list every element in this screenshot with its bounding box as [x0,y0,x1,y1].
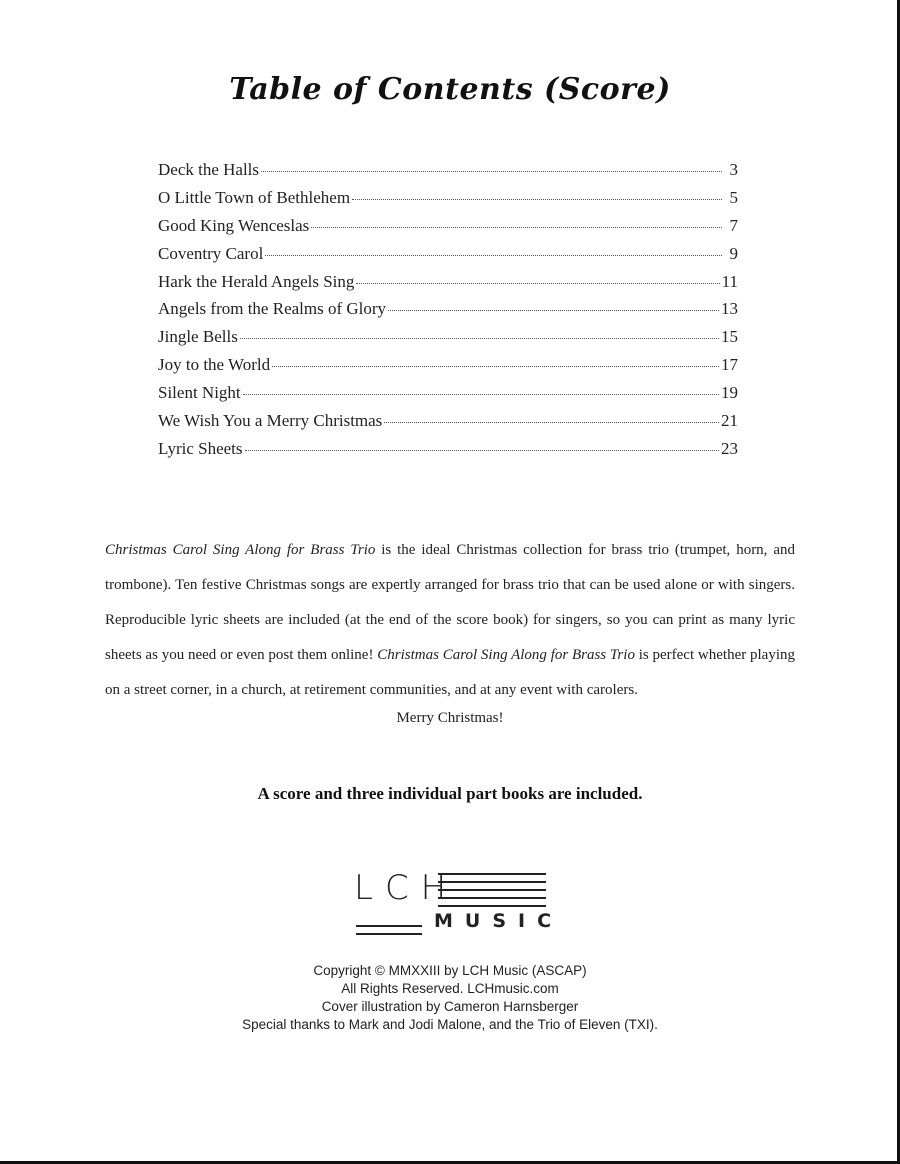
included-note: A score and three individual part books are included. [257,784,643,803]
toc-entry-title: Coventry Carol [158,243,264,263]
toc-entry-page: 11 [721,271,738,291]
table-of-contents [158,160,738,467]
rights-line: All Rights Reserved. LCHmusic.com [341,981,559,996]
toc-entry [158,244,738,272]
thanks-line: Special thanks to Mark and Jodi Malone, and the Trio of Eleven (TXI). [242,1017,658,1032]
closing-greeting: Merry Christmas! [396,710,504,726]
toc-entry-page: 7 [729,215,738,235]
toc-entry-title: We Wish You a Merry Christmas [158,411,383,431]
toc-entry-title: Silent Night [158,383,241,403]
toc-leader-dots [388,310,719,311]
toc-leader-dots [356,283,719,284]
toc-entry [158,327,738,355]
toc-entry [158,188,738,216]
toc-leader-dots [311,227,722,228]
lch-music-logo [354,868,564,940]
toc-entry-page: 13 [721,299,738,319]
toc-leader-dots [272,366,719,367]
toc-entry-title: Jingle Bells [158,327,238,347]
collection-title: Christmas Carol Sing Along for Brass Trio [105,542,376,558]
toc-leader-dots [352,199,722,200]
toc-entry-page: 23 [721,438,738,458]
copyright-block [0,962,900,1034]
description-text-2: is perfect whether playing on a street corner, in a church, at retirement communities, and at any event with carolers. [105,647,795,698]
toc-entry-page: 9 [729,243,738,263]
toc-leader-dots [243,394,719,395]
toc-entry-title: Lyric Sheets [158,438,243,458]
toc-leader-dots [265,255,722,256]
collection-description [105,533,795,708]
toc-entry-page: 5 [729,187,738,207]
toc-entry [158,160,738,188]
toc-entry-title: Joy to the World [158,355,271,375]
toc-entry [158,216,738,244]
toc-entry-page: 17 [721,355,738,375]
toc-entry-title: Angels from the Realms of Glory [158,299,387,319]
toc-entry [158,299,738,327]
toc-entry-title: Hark the Herald Angels Sing [158,271,355,291]
toc-entry-page: 3 [729,160,738,179]
toc-entry [158,411,738,439]
toc-leader-dots [240,338,719,339]
copyright-line: Copyright © MMXXIII by LCH Music (ASCAP) [313,963,587,978]
toc-entry [158,439,738,467]
toc-entry-page: 21 [721,411,738,431]
page-title: Table of Contents (Score) [229,72,671,107]
toc-entry-title: Good King Wenceslas [158,215,310,235]
toc-leader-dots [245,450,719,451]
toc-leader-dots [261,171,722,172]
toc-entry-page: 19 [721,383,738,403]
logo-music-text: MUSIC [434,910,564,932]
toc-leader-dots [384,422,719,423]
toc-entry [158,272,738,300]
toc-entry-title: O Little Town of Bethlehem [158,187,351,207]
toc-entry-title: Deck the Halls [158,160,260,179]
illustration-credit-line: Cover illustration by Cameron Harnsberger [321,999,579,1014]
toc-entry [158,383,738,411]
toc-entry [158,355,738,383]
logo-lch-text: LCH [354,868,459,908]
collection-title-repeat: Christmas Carol Sing Along for Brass Trio [377,647,635,663]
description-text-1: is the ideal Christmas collection for brass trio (trumpet, horn, and trombone). Ten festive Christmas songs are expertly arranged for brass trio that can be used alone or with singers. Reproducible lyric sheets are included (at the end of the score book) for singers, so you can print as many lyric sheets as you need or even post them online! [105,542,795,663]
toc-entry-page: 15 [721,327,738,347]
